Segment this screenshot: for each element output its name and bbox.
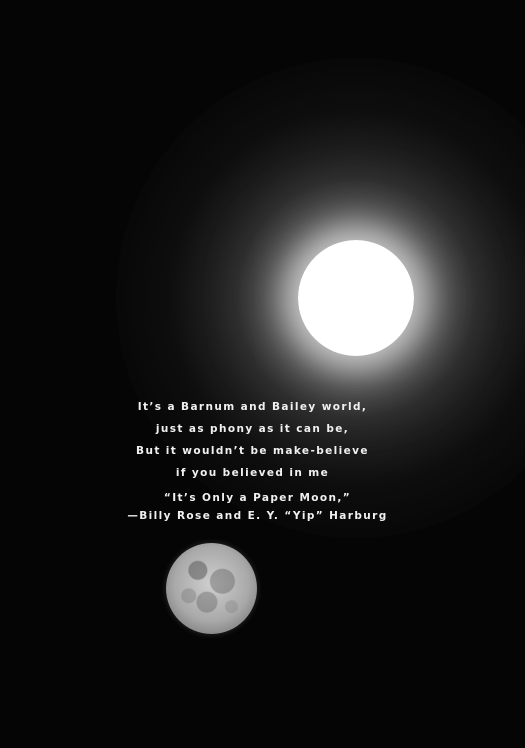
lyric-line: But it wouldn’t be make-believe <box>136 445 369 457</box>
song-authors: —Billy Rose and E. Y. “Yip” Harburg <box>127 510 388 522</box>
song-credit <box>0 489 515 525</box>
lyric-line: just as phony as it can be, <box>155 423 350 435</box>
song-lyrics <box>0 396 505 484</box>
song-title: “It’s Only a Paper Moon,” <box>163 492 352 504</box>
bright-moon-image <box>298 240 414 356</box>
grey-moon-image <box>166 543 257 634</box>
lyric-line: if you believed in me <box>175 467 330 479</box>
lyric-line: It’s a Barnum and Bailey world, <box>137 401 368 413</box>
